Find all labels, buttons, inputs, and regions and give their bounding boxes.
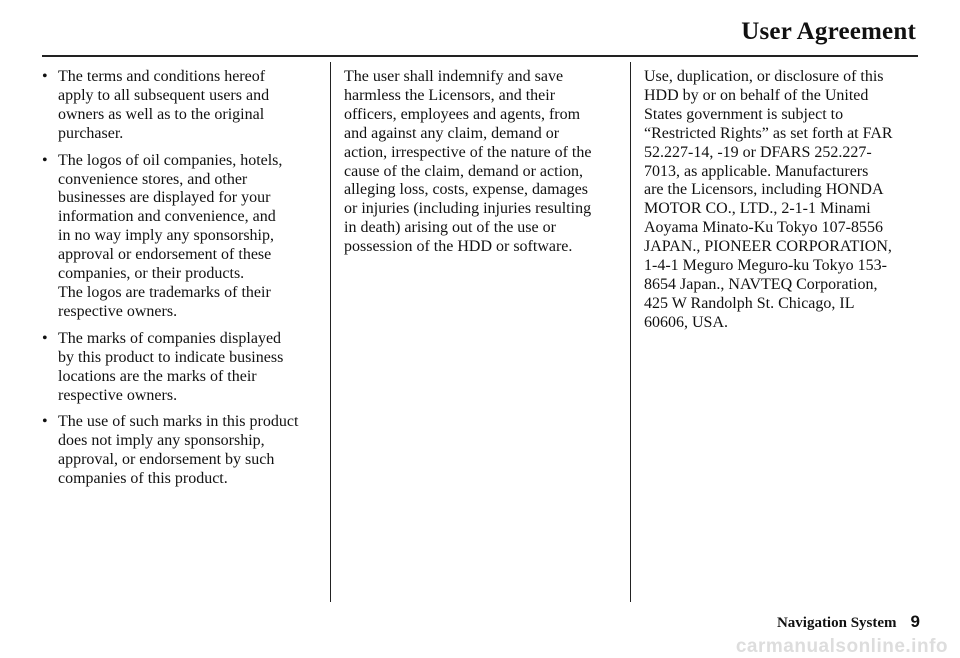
page-number: 9 bbox=[910, 612, 920, 631]
bullet-list bbox=[42, 68, 324, 489]
column-3 bbox=[644, 68, 926, 333]
restricted-rights-paragraph: Use, duplication, or disclosure of this HDD by or on behalf of the United States government is subject to “Restricted Rights” as set forth at FAR 52.227-14, -19 or DFARS 252.227- 7013, as applicable. Manufacturers are the Licensors, including HONDA MOTOR CO., LTD., 2-1-1 Minami Aoyama Minato-Ku Tokyo 107-8556 JAPAN., PIONEER CORPORATION, 1-4-1 Meguro Meguro-ku Tokyo 153- 8654 Japan., NAVTEQ Corporation, 425 W Randolph St. Chicago, IL 60606, USA. bbox=[644, 68, 893, 331]
list-item bbox=[42, 330, 324, 406]
bullet-text: The marks of companies displayed by this product to indicate business locations are the marks of their respective owners. bbox=[58, 329, 284, 404]
page-title: User Agreement bbox=[741, 18, 916, 45]
column-1 bbox=[42, 68, 324, 497]
bullet-icon: • bbox=[42, 413, 48, 431]
column-divider-2 bbox=[630, 62, 631, 602]
list-item bbox=[42, 413, 324, 489]
bullet-text: The use of such marks in this product does not imply any sponsorship, approval, or endorsement by such companies of this product. bbox=[58, 413, 299, 488]
watermark: carmanualsonline.info bbox=[735, 636, 948, 657]
indemnify-paragraph: The user shall indemnify and save harmless the Licensors, and their officers, employees and agents, from and against any claim, demand or action, irrespective of the nature of the cause of the claim, demand or action, alleging loss, costs, expense, damages or injuries (including injuries resulting in death) arising out of the use or possession of the HDD or software. bbox=[344, 68, 592, 256]
bullet-icon: • bbox=[42, 329, 48, 347]
bullet-text: The logos of oil companies, hotels, convenience stores, and other businesses are displayed for your information and convenience, and in no way imply any sponsorship, approval or endorsement of these companies, or their products. The logos are trademarks of their respective owners. bbox=[58, 151, 283, 320]
footer-section-name: Navigation System bbox=[776, 615, 897, 631]
bullet-icon: • bbox=[42, 68, 48, 85]
list-item bbox=[42, 152, 324, 322]
column-divider-1 bbox=[330, 62, 331, 602]
title-divider bbox=[42, 55, 918, 57]
bullet-icon: • bbox=[42, 151, 48, 169]
bullet-text: The terms and conditions hereof apply to all subsequent users and owners as well as to the original purchaser. bbox=[58, 68, 270, 142]
page-footer bbox=[777, 612, 920, 632]
column-2 bbox=[344, 68, 614, 257]
list-item bbox=[42, 68, 324, 144]
